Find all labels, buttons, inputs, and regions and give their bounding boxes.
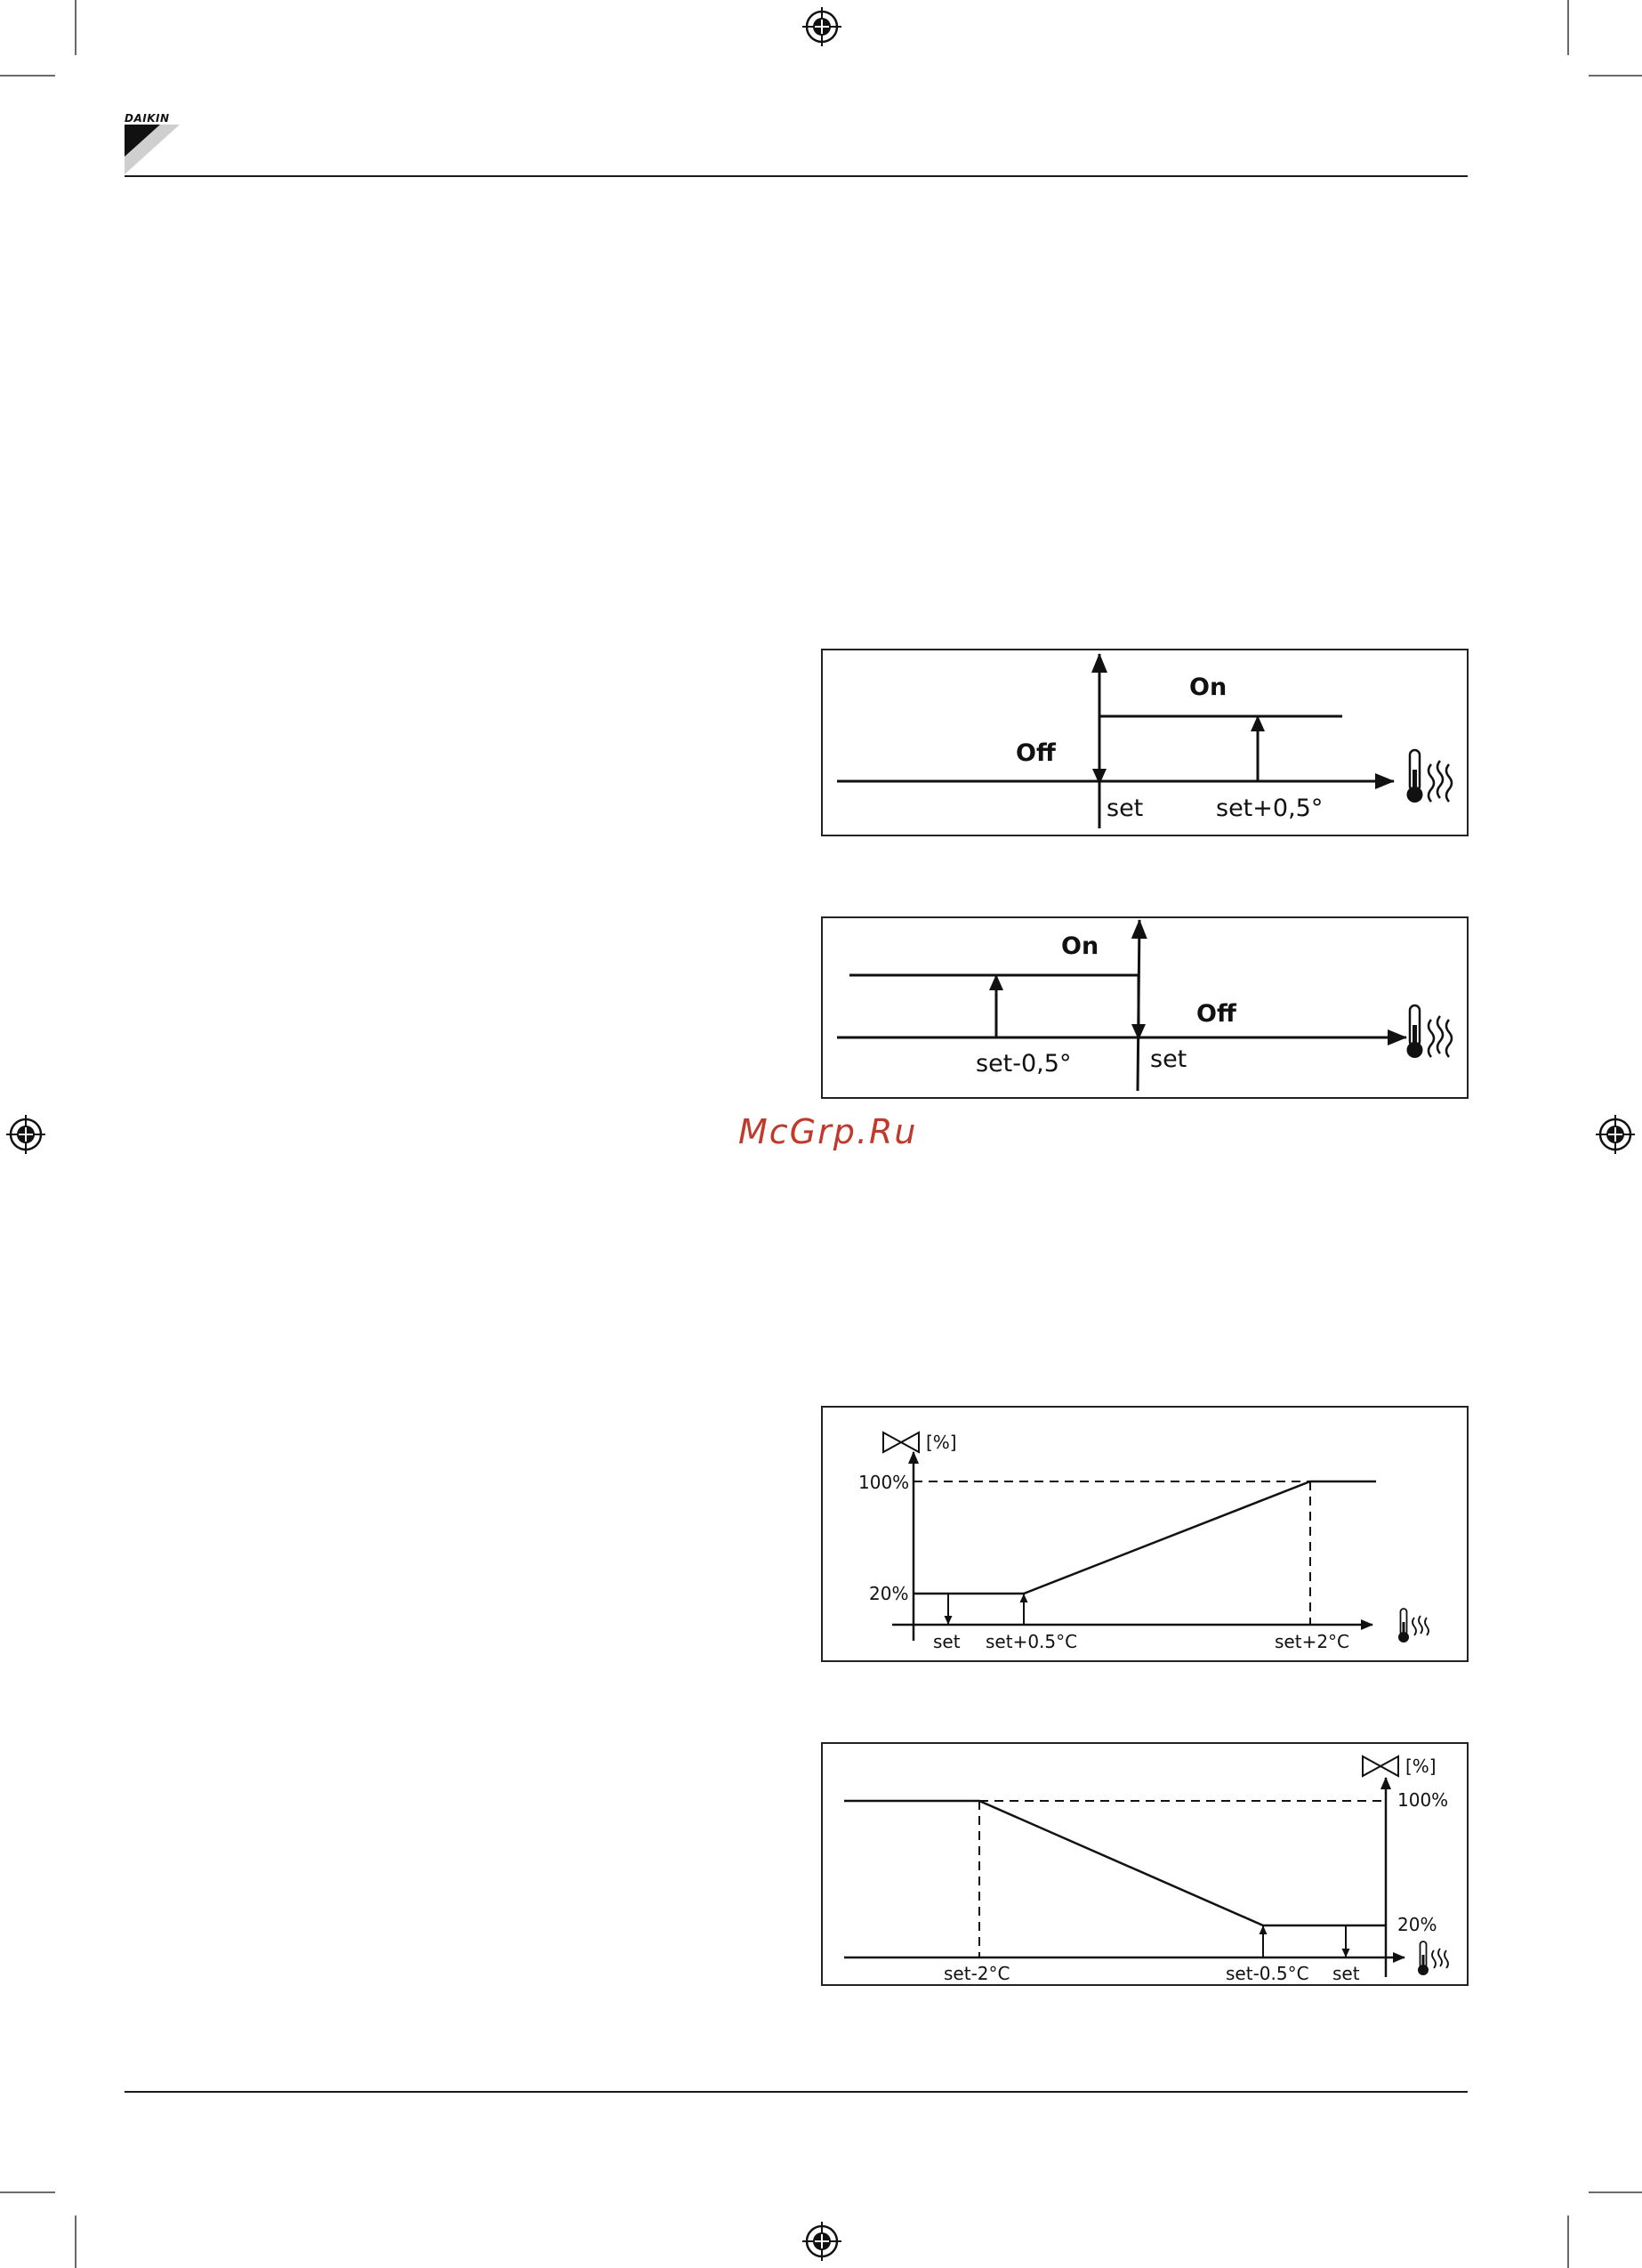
threshold-label: set-0,5° [976, 1050, 1072, 1078]
end-label: set+2°C [1275, 1631, 1350, 1652]
thermometer-heat-icon [1407, 750, 1453, 803]
crop-mark [75, 2216, 76, 2268]
registration-mark-icon [1596, 1115, 1635, 1154]
set-label: set [1332, 1963, 1360, 1984]
thermometer-heat-icon [1398, 1609, 1429, 1642]
crop-mark [1567, 2216, 1569, 2268]
crop-mark [1589, 75, 1642, 77]
crop-mark [1589, 2191, 1642, 2193]
on-label: On [1189, 674, 1227, 701]
registration-mark-icon [802, 2222, 841, 2261]
crop-mark [0, 75, 55, 77]
min-label: 20% [1397, 1914, 1437, 1935]
header-rule [125, 175, 1468, 177]
set-label: set [1150, 1045, 1187, 1073]
thermometer-heat-icon [1407, 1005, 1453, 1058]
watermark: McGrp.Ru [738, 1112, 918, 1151]
daikin-logo-mark-icon [125, 125, 180, 174]
set-label: set [933, 1631, 961, 1652]
start-label: set-0.5°C [1226, 1963, 1309, 1984]
set-label: set [1107, 795, 1144, 822]
start-label: set+0.5°C [986, 1631, 1078, 1652]
registration-mark-icon [6, 1115, 45, 1154]
crop-mark [1567, 0, 1569, 55]
crop-mark [0, 2191, 55, 2193]
daikin-logo [125, 112, 181, 174]
registration-mark-icon [802, 7, 841, 46]
daikin-logo-text: DAIKIN [125, 112, 170, 125]
crop-mark [75, 0, 76, 55]
max-label: 100% [858, 1472, 910, 1493]
valve-curve [844, 1801, 1386, 1925]
onoff-cooling-diagram [821, 916, 1469, 1099]
footer-rule [125, 2091, 1468, 2093]
onoff-heating-diagram [821, 649, 1469, 836]
off-label: Off [1196, 1000, 1236, 1028]
end-label: set-2°C [944, 1963, 1010, 1984]
unit-label: [%] [926, 1432, 957, 1453]
min-label: 20% [869, 1583, 909, 1604]
valve-icon [1363, 1756, 1398, 1776]
on-label: On [1061, 932, 1099, 960]
valve-cooling-diagram [821, 1742, 1469, 1986]
valve-icon [883, 1433, 919, 1452]
valve-heating-diagram [821, 1406, 1469, 1662]
off-label: Off [1016, 739, 1056, 767]
threshold-label: set+0,5° [1216, 795, 1324, 822]
max-label: 100% [1397, 1789, 1449, 1811]
thermometer-heat-icon [1418, 1941, 1448, 1975]
valve-curve [914, 1481, 1376, 1594]
unit-label: [%] [1405, 1755, 1437, 1777]
